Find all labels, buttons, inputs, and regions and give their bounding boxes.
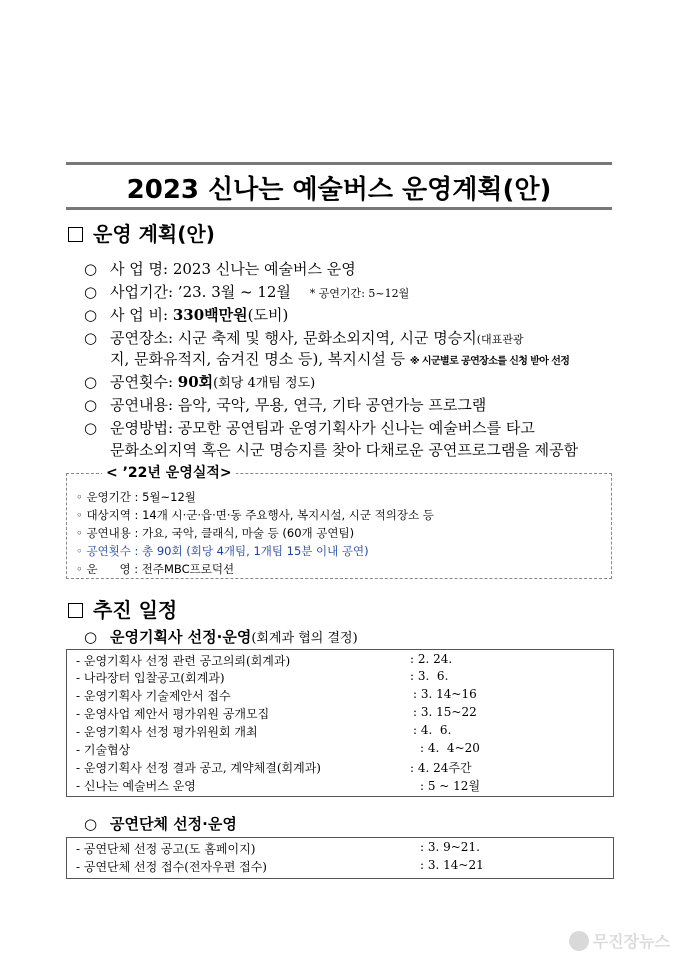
table-row	[76, 652, 290, 669]
box-row: ◦ 대상지역 : 14개 시·군·읍·면·동 주요행사, 복지시설, 시군 적의장소 등	[76, 508, 434, 522]
section1-heading-text: 운영 계획(안)	[93, 222, 215, 246]
table-row-date: : 3. 15~22	[413, 705, 477, 719]
item-value: 공모한 공연팀과 운영기획사가 신나는 예술버스를 타고	[177, 419, 535, 437]
item-note: * 공연기간: 5~12월	[309, 287, 410, 300]
item-suffix: (도비)	[247, 306, 289, 324]
circle-bullet-icon: ○	[84, 306, 98, 324]
item-value: 2023 신나는 예술버스 운영	[172, 260, 356, 278]
item-label: 공연횟수:	[110, 373, 174, 391]
row-text: - 신나는 예술버스 운영	[76, 779, 196, 793]
box-row: ◦ 운영기간 : 5월~12월	[76, 490, 196, 504]
box-row: ◦ 공연횟수 : 총 90회 (회당 4개팀, 1개팀 15분 이내 공연)	[76, 544, 369, 558]
table-row	[76, 687, 231, 704]
circle-bullet-icon: ○	[84, 628, 98, 646]
list-item-continuation	[110, 348, 569, 369]
small-circle-bullet-icon: ◦	[76, 526, 83, 540]
watermark	[569, 929, 670, 952]
item-label: 공연내용:	[110, 396, 174, 414]
row-text: - 운영기획사 선정 관련 공고의뢰(회계과)	[76, 654, 291, 668]
item-label: 사 업 명:	[110, 260, 169, 278]
table-row-date: : 4. 4~20	[420, 741, 480, 755]
list-item	[84, 394, 486, 415]
box-row-value: 5월~12월	[142, 490, 196, 504]
circle-bullet-icon: ○	[84, 329, 98, 347]
small-circle-bullet-icon: ◦	[76, 508, 83, 522]
item-value: 시군 축제 및 행사, 문화소외지역, 시군 명승지	[177, 329, 477, 347]
box-row-label: 대상지역	[86, 508, 131, 522]
subsection1-heading	[84, 626, 358, 647]
item-label: 공연장소:	[110, 329, 174, 347]
item-label: 사업기간:	[110, 283, 174, 301]
table-row	[76, 840, 255, 857]
subsection2-heading	[84, 813, 237, 834]
item-label: 운영방법:	[110, 419, 174, 437]
table-row	[76, 723, 258, 740]
small-circle-bullet-icon: ◦	[76, 490, 83, 504]
list-item	[84, 281, 409, 302]
box-row-value: 가요, 국악, 클래식, 마술 등 (60개 공연팀)	[142, 526, 355, 540]
row-text: - 운영기획사 선정 결과 공고, 계약체결(회계과)	[76, 761, 321, 775]
table-row	[76, 858, 267, 875]
list-item	[84, 371, 315, 392]
row-text: - 운영기획사 기술제안서 접수	[76, 689, 231, 703]
circle-bullet-icon: ○	[84, 260, 98, 278]
box-row-label: 운 영	[86, 562, 131, 576]
small-circle-bullet-icon: ◦	[76, 562, 83, 576]
table-row-date: : 2. 24.	[410, 652, 453, 666]
row-text: - 공연단체 선정 접수(전자우편 접수)	[76, 860, 267, 874]
table-row-date: : 4. 6.	[413, 723, 452, 737]
list-item	[84, 304, 288, 325]
subsection1-suffix: (회계과 협의 결정)	[251, 631, 358, 646]
page-title: 2023 신나는 예술버스 운영계획(안)	[126, 175, 552, 205]
section1-heading	[68, 218, 215, 247]
item-line2: 문화소외지역 혹은 시군 명승지를 찾아 다채로운 공연프로그램을 제공함	[110, 441, 579, 459]
checkbox-square-icon	[68, 603, 83, 618]
table-row-date: : 3. 9~21.	[420, 840, 480, 854]
table-row-date: : 5 ~ 12월	[420, 779, 481, 793]
item-value: 90회	[177, 373, 214, 391]
box-row-value: 총 90회 (회당 4개팀, 1개팀 15분 이내 공연)	[142, 544, 369, 558]
table-row	[76, 777, 196, 794]
box-row-label: 공연횟수	[86, 544, 131, 558]
circle-bullet-icon: ○	[84, 373, 98, 391]
box-row-label: 운영기간	[86, 490, 131, 504]
list-item	[84, 258, 356, 279]
item-note: ※ 시군별로 공연장소를 신청 받아 선정	[409, 356, 570, 367]
subsection1-title: 운영기획사 선정·운영	[110, 628, 252, 646]
circle-bullet-icon: ○	[84, 419, 98, 437]
list-item	[84, 327, 524, 348]
small-circle-bullet-icon: ◦	[76, 544, 83, 558]
row-text: - 나라장터 입찰공고(회계과)	[76, 671, 225, 685]
item-value-small: (대표관광	[476, 333, 524, 346]
row-text: - 운영사업 제안서 평가위원 공개모집	[76, 707, 270, 721]
table-row	[76, 669, 225, 686]
list-item-continuation	[110, 439, 578, 460]
box-row-label: 공연내용	[86, 526, 131, 540]
box-row-value: 14개 시·군·읍·면·동 주요행사, 복지시설, 시군 적의장소 등	[142, 508, 434, 522]
item-label: 사 업 비:	[110, 306, 169, 324]
box-row: ◦ 공연내용 : 가요, 국악, 클래식, 마술 등 (60개 공연팀)	[76, 526, 355, 540]
row-text: - 기술협상	[76, 743, 131, 757]
results-2022-title: < ’22년 운영실적>	[102, 462, 236, 482]
box-row-value: 전주MBC프로덕션	[141, 562, 235, 576]
circle-bullet-icon: ○	[84, 283, 98, 301]
item-value: ’23. 3월 ~ 12월	[177, 283, 291, 301]
row-text: - 공연단체 선정 공고(도 홈페이지)	[76, 842, 256, 856]
item-value: 음악, 국악, 무용, 연극, 기타 공연가능 프로그램	[177, 396, 487, 414]
logo-icon	[569, 931, 589, 951]
item-line2: 지, 문화유적지, 숨겨진 명소 등), 복지시설 등	[110, 350, 406, 368]
item-value: 330백만원	[172, 306, 248, 324]
item-suffix: (회당 4개팀 정도)	[213, 376, 316, 391]
table-row	[76, 741, 130, 758]
table-row	[76, 705, 269, 722]
checkbox-square-icon	[68, 227, 83, 242]
box-row: ◦ 운 영 : 전주MBC프로덕션	[76, 562, 235, 576]
subsection2-title: 공연단체 선정·운영	[110, 815, 237, 833]
watermark-text: 무진장뉴스	[592, 932, 670, 951]
title-box	[66, 162, 612, 210]
table-row-date: : 3. 14~16	[413, 687, 477, 701]
section2-heading-text: 추진 일정	[93, 598, 178, 622]
row-text: - 운영기획사 선정 평가위원회 개최	[76, 725, 258, 739]
circle-bullet-icon: ○	[84, 815, 98, 833]
section2-heading	[68, 594, 177, 623]
list-item	[84, 417, 535, 438]
table-row-date: : 3. 14~21	[420, 858, 484, 872]
table-row-date: : 3. 6.	[410, 669, 449, 683]
circle-bullet-icon: ○	[84, 396, 98, 414]
table-row	[76, 759, 321, 776]
table-row-date: : 4. 24주간	[410, 761, 472, 775]
